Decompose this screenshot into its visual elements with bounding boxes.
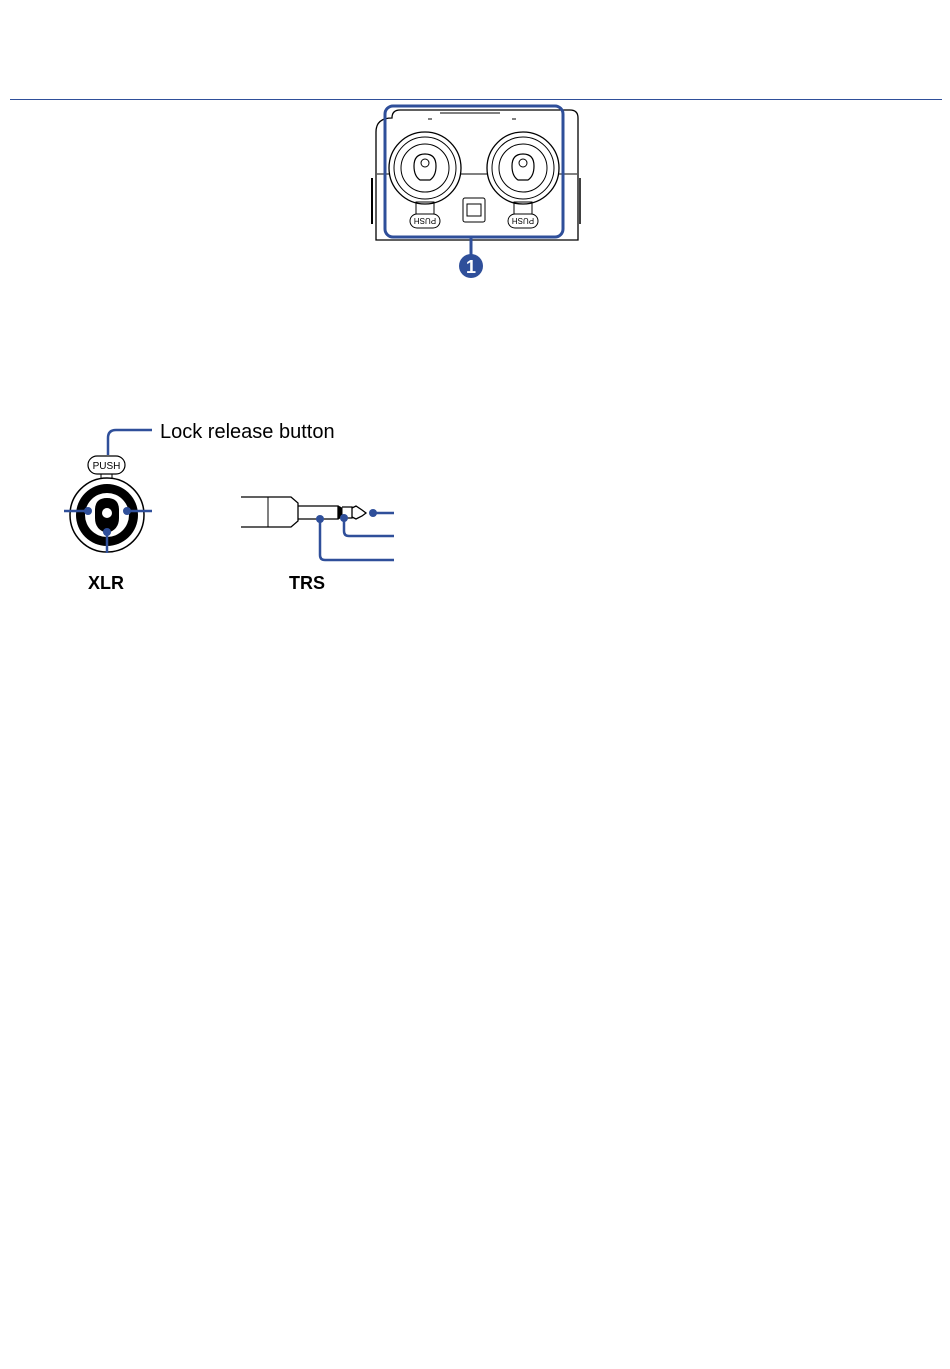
left-combo-jack — [389, 132, 461, 228]
device-illustration — [372, 106, 580, 278]
trs-plug — [241, 497, 394, 560]
callout-number: 1 — [465, 257, 477, 277]
push-button-text: PUSH — [92, 461, 121, 472]
trs-label: TRS — [289, 573, 325, 593]
lock-release-label: Lock release button — [160, 421, 335, 443]
left-push-text: PUSH — [413, 216, 437, 225]
right-combo-jack — [487, 132, 559, 228]
right-push-text: PUSH — [511, 216, 535, 225]
xlr-label: XLR — [88, 573, 124, 593]
lock-release-leader — [108, 430, 152, 455]
xlr-connector — [64, 430, 152, 553]
